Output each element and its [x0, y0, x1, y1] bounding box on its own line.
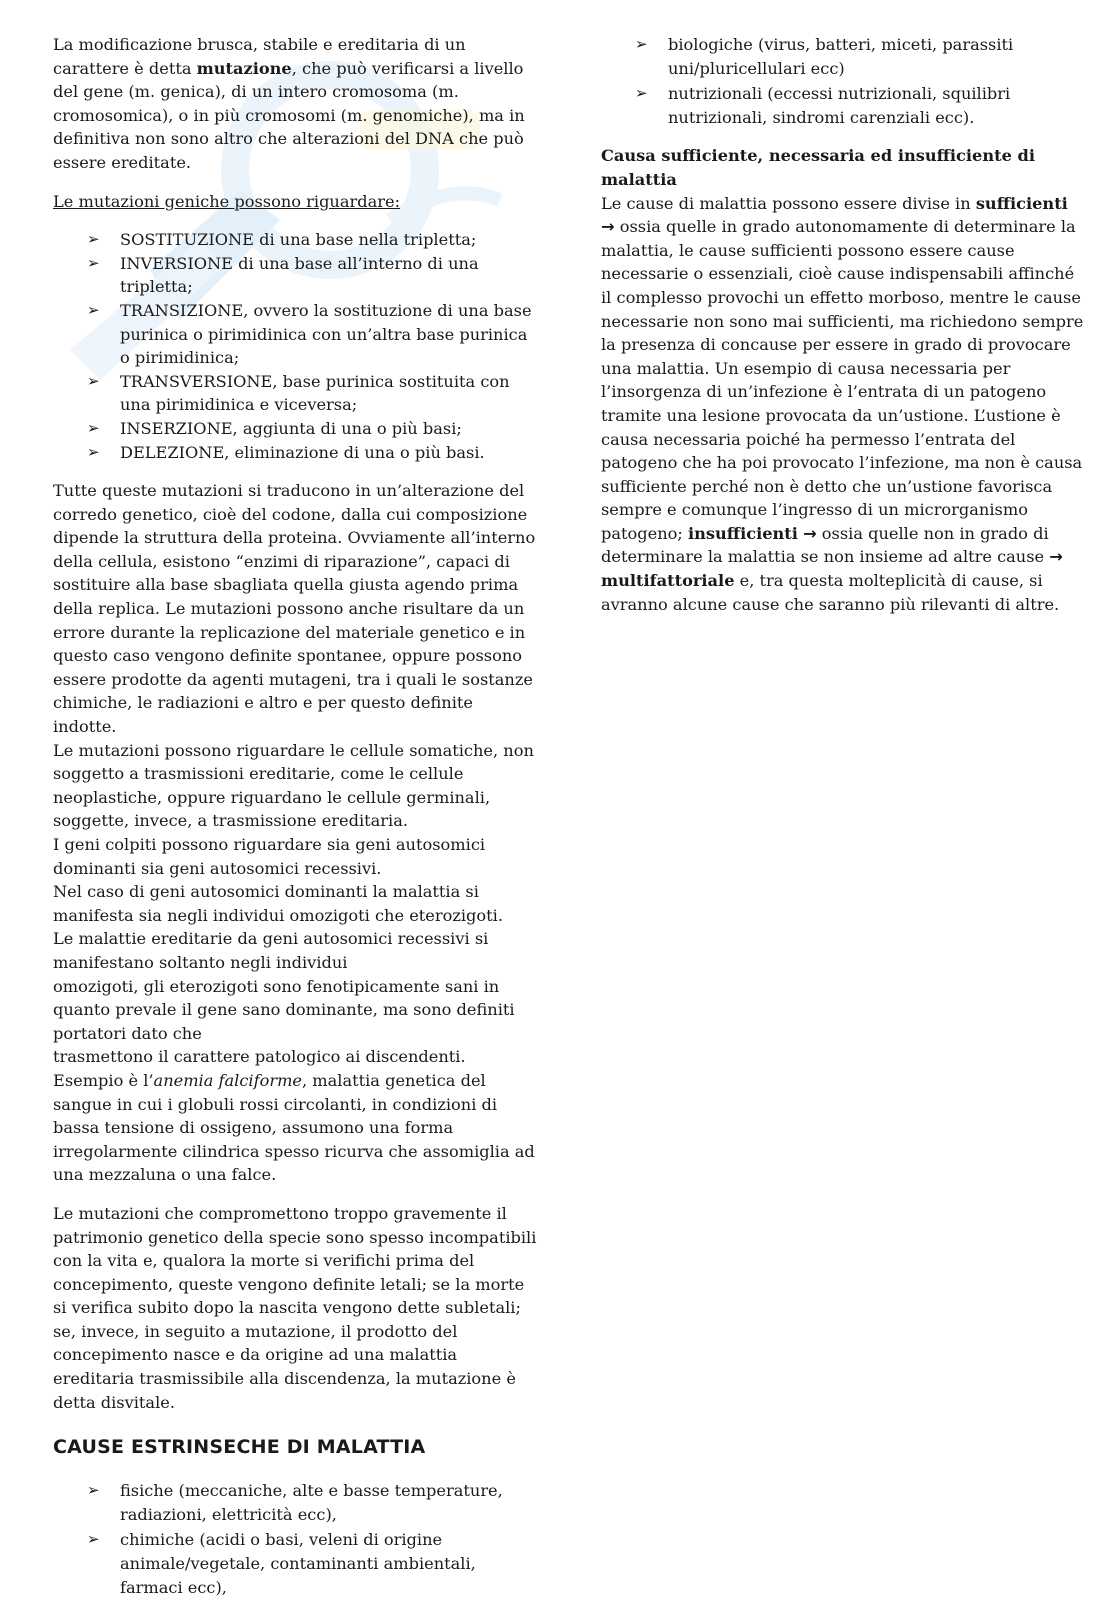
subheading: Causa sufficiente, necessaria ed insufficiente di malattia [601, 146, 1036, 189]
recessive-line-3: trasmettono il carattere patologico ai discendenti. [53, 1047, 466, 1067]
arrow-bullet-icon: ➢ [87, 253, 100, 272]
arrow-bullet-icon: ➢ [87, 1481, 100, 1500]
left-column [53, 33, 541, 1614]
term-multifattoriale: multifattoriale [601, 571, 735, 591]
list-item: ➢ INVERSIONE di una base all’interno di una tripletta; [87, 253, 479, 297]
genes-paragraph: I geni colpiti possono riguardare sia geni autosomici dominanti sia geni autosomici recessivi. [53, 835, 486, 878]
main-paragraph: Tutte queste mutazioni si traducono in un’alterazione del corredo genetico, cioè del codone, dalla cui composizione dipende la struttura della proteina. Ovviamente all’interno della cellula, esistono “enzimi di riparazione”, capaci di sostituire alla base sbagliata quella giusta agendo prima della replica. Le mutazioni possono anche risultare da un errore durante la replicazione del materiale genetico e in questo caso vengono definite spontanee, oppure possono essere prodotte da agenti mutageni, tra i quali le sostanze chimiche, le radiazioni e altro e per questo definite indotte. [53, 481, 536, 737]
list-item: ➢ chimiche (acidi o basi, veleni di origine animale/vegetale, contaminanti ambientali, farmaci ecc), [87, 1530, 476, 1597]
extrinsic-causes-list [53, 1479, 541, 1599]
arrow-bullet-icon: ➢ [87, 418, 100, 437]
lethal-paragraph: Le mutazioni che compromettono troppo gravemente il patrimonio genetico della specie sono spesso incompatibili con la vita e, qualora la morte si verifichi prima del concepimento, queste vengono definite letali; se la morte si verifica subito dopo la nascita vengono dette subletali; se, invece, in seguito a mutazione, il prodotto del concepimento nasce e da origine ad una malattia ereditaria trasmissibile alla discendenza, la mutazione è detta disvitale. [53, 1203, 537, 1412]
example-paragraph: Esempio è l’anemia falciforme, malattia genetica del sangue in cui i globuli rossi circolanti, in condizioni di bassa tensione di ossigeno, assumono una forma irregolarmente cilindrica spesso ricurva che assomiglia ad una mezzaluna o una falce. [53, 1070, 535, 1185]
term-insufficienti: insufficienti [687, 523, 798, 543]
right-column [601, 33, 1085, 616]
list-item: ➢ nutrizionali (eccessi nutrizionali, squilibri nutrizionali, sindromi carenziali ecc). [635, 84, 1011, 127]
somatic-paragraph: Le mutazioni possono riguardare le cellule somatiche, non soggetto a trasmissioni ereditarie, come le cellule neoplastiche, oppure riguardano le cellule germinali, soggette, invece, a trasmissione ereditaria. [53, 740, 534, 831]
dominant-paragraph: Nel caso di geni autosomici dominanti la malattia si manifesta sia negli individui omozigoti che eterozigoti. [53, 882, 503, 925]
list-item: ➢ INSERZIONE, aggiunta di una o più basi; [53, 417, 541, 441]
list-item: ➢ TRANSVERSIONE, base purinica sostituita con una pirimidinica e viceversa; [87, 371, 510, 415]
recessive-line-2: omozigoti, gli eterozigoti sono fenotipicamente sani in quanto prevale il gene sano dominante, ma sono definiti portatori dato che [53, 976, 515, 1043]
right-arrow-icon: → [803, 523, 817, 543]
arrow-bullet-icon: ➢ [635, 35, 648, 53]
arrow-bullet-icon: ➢ [87, 300, 100, 319]
arrow-bullet-icon: ➢ [635, 84, 648, 103]
list-item: ➢ fisiche (meccaniche, alte e basse temperature, radiazioni, elettricità ecc), [87, 1481, 503, 1524]
section-title: CAUSE ESTRINSECHE DI MALATTIA [53, 1436, 426, 1459]
list-item: ➢ SOSTITUZIONE di una base nella tripletta; [53, 228, 541, 252]
term-sufficienti: sufficienti [975, 193, 1068, 213]
right-arrow-icon: → [1049, 547, 1063, 567]
arrow-bullet-icon: ➢ [87, 371, 100, 390]
term-mutazione: mutazione [196, 58, 292, 78]
list-item: ➢ biologiche (virus, batteri, miceti, parassiti uni/pluricellulari ecc) [635, 35, 1014, 78]
causes-paragraph: Le cause di malattia possono essere divise in sufficienti → ossia quelle in grado autonomamente di determinare la malattia, le cause sufficienti possono essere cause necessarie o essenziali, cioè cause indispensabili affinché il complesso provochi un effetto morboso, mentre le cause necessarie non sono mai sufficienti, ma richiedono sempre la presenza di concause per essere in grado di provocare una malattia. Un esempio di causa necessaria per l’insorgenza di un’infezione è l’entrata di un patogeno tramite una lesione provocata da un’ustione. L’ustione è causa necessaria poiché ha permesso l’entrata del patogeno che ha poi provocato l’infezione, ma non è causa sufficiente perché non è detto che un’ustione favorisca sempre e comunque l’ingresso di un microrganismo patogeno; insufficienti → ossia quelle non in grado di determinare la malattia se non insieme ad altre cause → multifattoriale e, tra questa molteplicità di cause, si avranno alcune cause che saranno più rilevanti di altre. [601, 193, 1084, 614]
intro-paragraph: La modificazione brusca, stabile e ereditaria di un carattere è detta mutazione, che può verificarsi a livello del gene (m. genica), di un intero cromosoma (m. cromosomica), o in più cromosomi (m. genomiche), ma in definitiva non sono altro che alterazioni del DNA che può essere ereditate. [53, 35, 525, 172]
arrow-bullet-icon: ➢ [87, 442, 100, 461]
term-anemia-falciforme: anemia falciforme [153, 1070, 302, 1090]
list-item: ➢ DELEZIONE, eliminazione di una o più basi. [53, 441, 541, 465]
arrow-bullet-icon: ➢ [87, 1530, 100, 1549]
gene-mutations-title: Le mutazioni geniche possono riguardare: [53, 191, 401, 211]
gene-mutations-list [53, 228, 541, 464]
extrinsic-causes-list-continued [601, 33, 1085, 129]
recessive-line-1: Le malattie ereditarie da geni autosomici recessivi si manifestano soltanto negli individui [53, 929, 489, 972]
right-arrow-icon: → [601, 217, 615, 237]
arrow-bullet-icon: ➢ [87, 230, 100, 249]
list-item: ➢ TRANSIZIONE, ovvero la sostituzione di una base purinica o pirimidinica con un’altra base purinica o pirimidinica; [87, 300, 532, 368]
